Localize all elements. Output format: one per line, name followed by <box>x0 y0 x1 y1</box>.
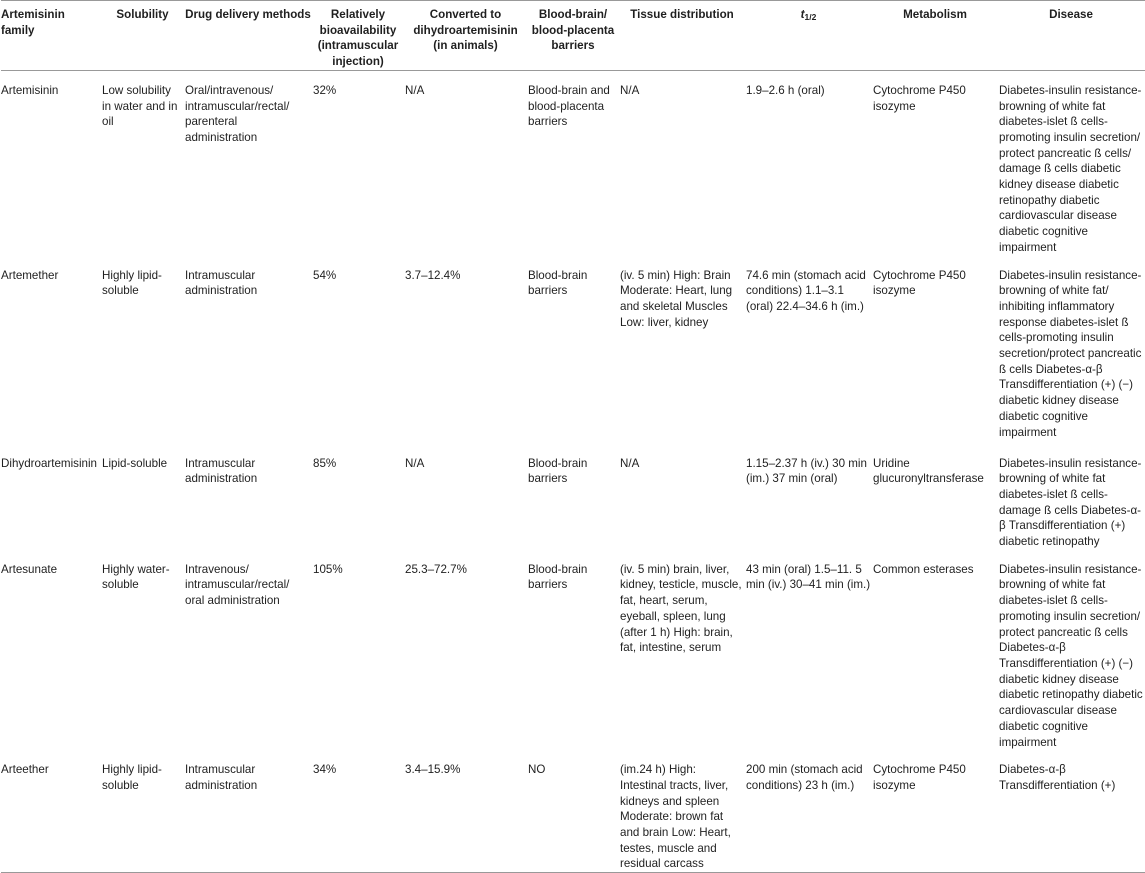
cell-solubility: Low solubility in water and in oil <box>102 83 178 129</box>
cell-disease: Diabetes-insulin resistance-browning of white fat diabetes-islet ß cells-promoting insulin secretion/ protect pancreatic ß cells Diabetes-α-β Transdifferentiation (+) (−) diabetic kidney disease diabetic retinopathy diabetic cardiovascular disease diabetic cognitive impairment <box>999 562 1143 749</box>
cell-half-life: 74.6 min (stomach acid conditions) 1.1–3.1 (oral) 22.4–34.6 h (im.) <box>746 268 866 313</box>
cell-delivery: Intramuscular administration <box>185 456 258 486</box>
header-drug-delivery-methods: Drug delivery methods <box>185 8 311 21</box>
cell-half-life: 200 min (stomach acid conditions) 23 h (im.) <box>746 763 863 792</box>
cell-bioavailability: 105% <box>313 562 343 576</box>
cell-metabolism: Cytochrome P450 isozyme <box>873 268 966 298</box>
cell-half-life: 43 min (oral) 1.5–11. 5 min (iv.) 30–41 min (im.) <box>746 562 871 592</box>
half-life-symbol: t <box>800 8 805 21</box>
half-life-subscript: 1/2 <box>804 12 817 22</box>
cell-half-life: 1.15–2.37 h (iv.) 30 min (im.) 37 min (oral) <box>746 456 867 486</box>
cell-disease: Diabetes-insulin resistance-browning of white fat diabetes-islet ß cells-damage ß cells Diabetes-α-β Transdifferentiation (+) diabetic retinopathy <box>999 456 1142 549</box>
header-blood-barriers: Blood-brain/ blood-placenta barriers <box>531 8 615 53</box>
table-row <box>1 550 1145 750</box>
cell-bioavailability: 32% <box>313 83 337 97</box>
cell-converted: N/A <box>405 83 425 97</box>
cell-converted: 25.3–72.7% <box>405 562 467 576</box>
cell-delivery: Intramuscular administration <box>185 763 258 792</box>
table-row <box>1 444 1145 550</box>
cell-solubility: Highly lipid-soluble <box>102 268 162 298</box>
cell-solubility: Lipid-soluble <box>102 456 168 470</box>
cell-tissue: (iv. 5 min) brain, liver, kidney, testicle, muscle, fat, heart, serum, eyeball, spleen, lung (after 1 h) High: brain, fat, intestine, serum <box>620 562 742 655</box>
header-metabolism: Metabolism <box>903 8 967 21</box>
cell-disease: Diabetes-α-β Transdifferentiation (+) <box>999 763 1116 792</box>
cell-family: Artesunate <box>1 562 58 576</box>
header-disease: Disease <box>1049 8 1093 21</box>
cell-metabolism: Cytochrome P450 isozyme <box>873 83 966 113</box>
cell-delivery: Oral/intravenous/ intramuscular/rectal/ parenteral administration <box>185 83 290 144</box>
cell-bioavailability: 85% <box>313 456 337 470</box>
header-row <box>1 1 1145 71</box>
cell-tissue: N/A <box>620 83 640 97</box>
cell-solubility: Highly lipid-soluble <box>102 763 162 792</box>
cell-converted: 3.7–12.4% <box>405 268 461 282</box>
header-solubility: Solubility <box>116 8 169 21</box>
cell-bioavailability: 54% <box>313 268 337 282</box>
table-body <box>1 70 1145 872</box>
header-relative-bioavailability: Relatively bioavailability (intramuscular injection) <box>317 8 399 69</box>
table-header <box>1 1 1145 71</box>
table-row <box>1 256 1145 444</box>
cell-disease: Diabetes-insulin resistance-browning of white fat/ inhibiting inflammatory response diabetes-islet ß cells-promoting insulin secretion/protect pancreatic ß cells Diabetes-α-β Transdifferentiation (+) (−) diabetic kidney disease diabetic cognitive impairment <box>999 268 1142 439</box>
header-tissue-distribution: Tissue distribution <box>630 8 734 21</box>
cell-barriers: Blood-brain barriers <box>528 562 588 592</box>
cell-metabolism: Uridine glucuronyltransferase <box>873 456 984 486</box>
cell-delivery: Intravenous/ intramuscular/rectal/ oral administration <box>185 562 290 608</box>
cell-family: Arteether <box>1 763 49 777</box>
cell-metabolism: Cytochrome P450 isozyme <box>873 763 966 792</box>
header-converted-to-dihydroartemisinin: Converted to dihydroartemisinin (in animals) <box>413 8 518 53</box>
cell-tissue: (iv. 5 min) High: Brain Moderate: Heart, lung and skeletal Muscles Low: liver, kidney <box>620 268 733 329</box>
cell-metabolism: Common esterases <box>873 562 974 576</box>
cell-converted: N/A <box>405 456 425 470</box>
cell-bioavailability: 34% <box>313 763 337 777</box>
cell-barriers: Blood-brain and blood-placenta barriers <box>528 83 610 129</box>
cell-family: Artemisinin <box>1 83 59 97</box>
cell-family: Artemether <box>1 268 59 282</box>
cell-tissue: N/A <box>620 456 640 470</box>
cell-barriers: Blood-brain barriers <box>528 456 588 486</box>
cell-converted: 3.4–15.9% <box>405 763 461 777</box>
artemisinin-comparison-table <box>1 0 1145 873</box>
header-half-life <box>746 1 873 71</box>
cell-disease: Diabetes-insulin resistance-browning of white fat diabetes-islet ß cells-promoting insulin secretion/ protect pancreatic ß cells/ damage ß cells diabetic kidney disease diabetic retinopathy diabetic cardiovascular disease diabetic cognitive impairment <box>999 83 1142 254</box>
cell-barriers: NO <box>528 763 546 777</box>
header-artemisinin-family: Artemisinin family <box>1 8 65 37</box>
cell-barriers: Blood-brain barriers <box>528 268 588 298</box>
cell-delivery: Intramuscular administration <box>185 268 258 298</box>
table-row <box>1 750 1145 872</box>
cell-family: Dihydroartemisinin <box>1 456 98 470</box>
cell-half-life: 1.9–2.6 h (oral) <box>746 83 825 97</box>
cell-solubility: Highly water-soluble <box>102 562 170 592</box>
table-row <box>1 70 1145 255</box>
cell-tissue: (im.24 h) High: Intestinal tracts, liver, kidneys and spleen Moderate: brown fat and brain Low: Heart, testes, muscle and residual carcass <box>620 763 731 871</box>
